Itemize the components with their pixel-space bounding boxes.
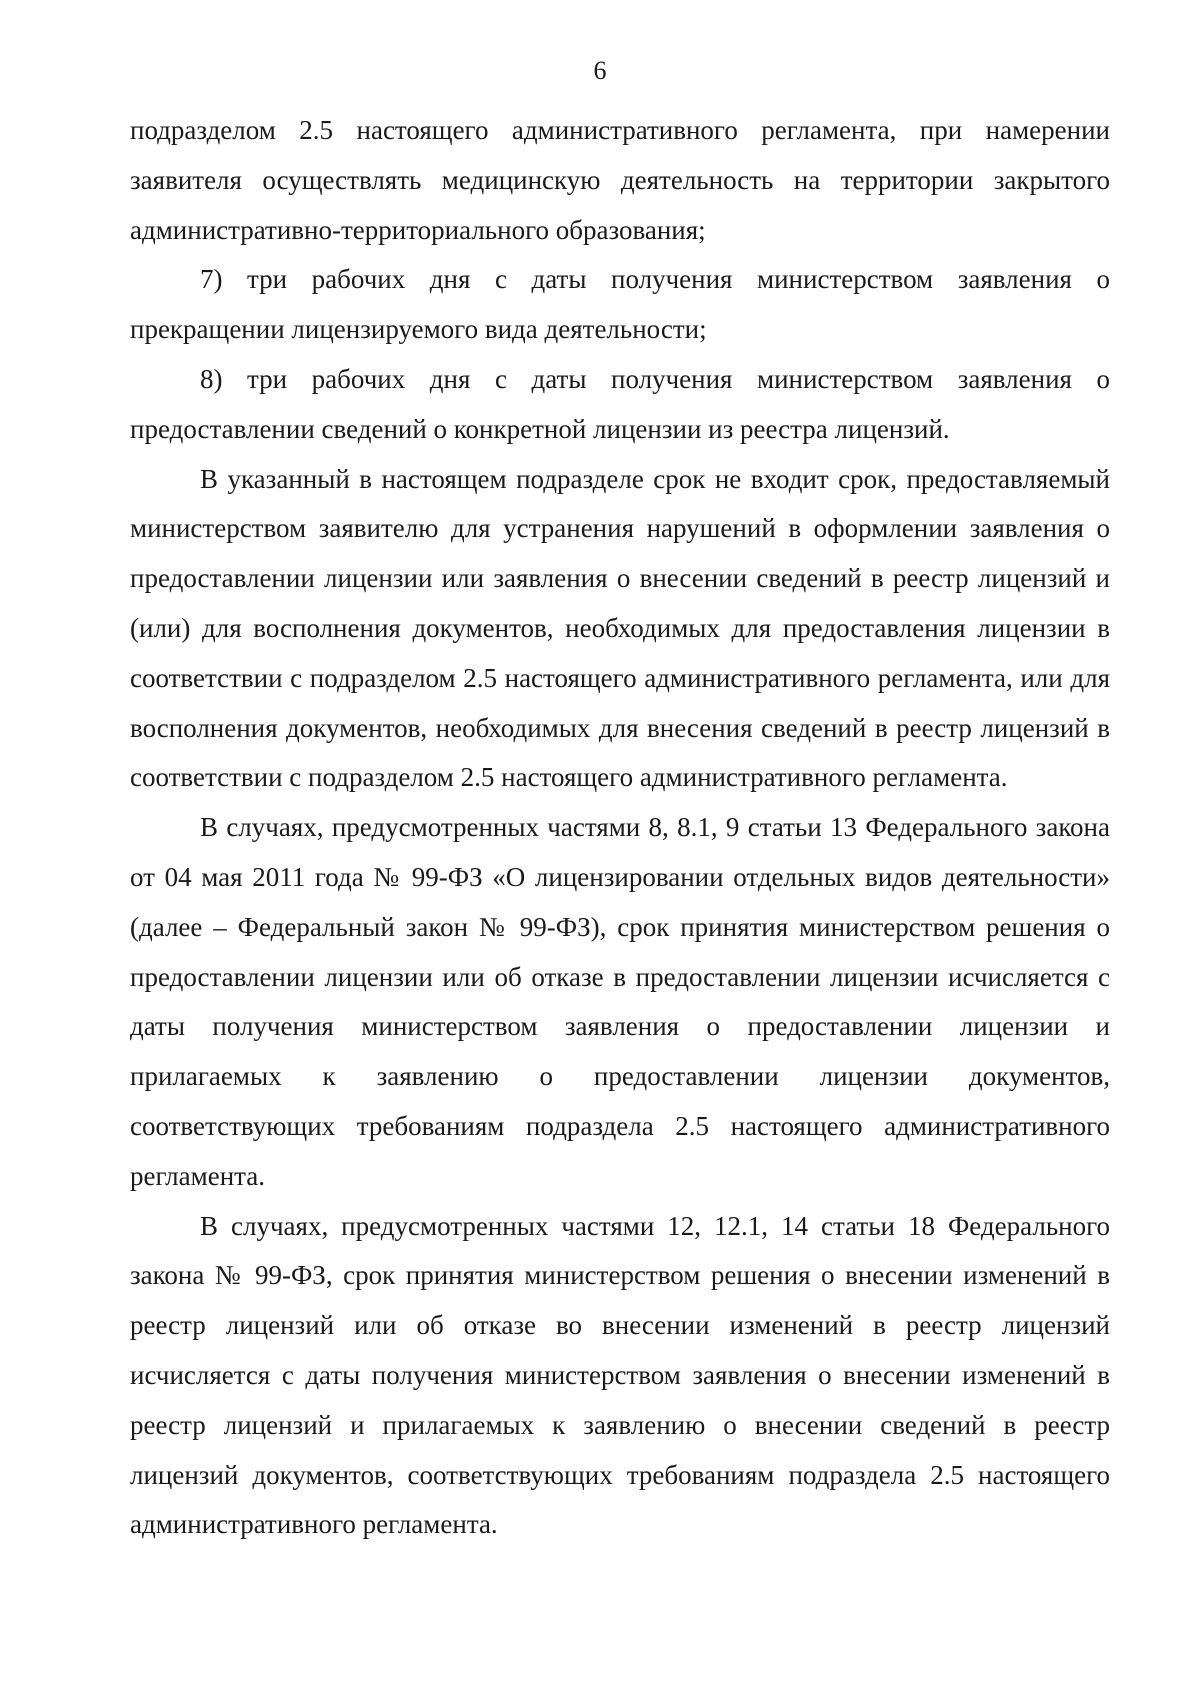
document-body — [130, 106, 1110, 1550]
paragraph-item-8: 8) три рабочих дня с даты получения министерством заявления о предоставлении сведений о конкретной лицензии из реестра лицензий. — [130, 363, 1110, 444]
paragraph-licensing-decision: В случаях, предусмотренных частями 8, 8.1, 9 статьи 13 Федерального закона от 04 мая 2011 года № 99-ФЗ «О лицензировании отдельных видов деятельности» (далее – Федеральный закон № 99-ФЗ), срок принятия министерством решения о предоставлении лицензии или об отказе в предоставлении лицензии исчисляется с даты получения министерством заявления о предоставлении лицензии и прилагаемых к заявлению о предоставлении лицензии документов, соответствующих требованиям подраздела 2.5 настоящего административного регламента. — [130, 812, 1110, 1191]
page-number: 6 — [593, 56, 607, 85]
paragraph-continuation: подразделом 2.5 настоящего административного регламента, при намерении заявителя осуществлять медицинскую деятельность на территории закрытого административно-территориального образования; — [130, 115, 1110, 245]
paragraph-term-exclusions: В указанный в настоящем подразделе срок не входит срок, предоставляемый министерством заявителю для устранения нарушений в оформлении заявления о предоставлении лицензии или заявления о внесении сведений в реестр лицензий и (или) для восполнения документов, необходимых для предоставления лицензии в соответствии с подразделом 2.5 настоящего административного регламента, или для восполнения документов, необходимых для внесения сведений в реестр лицензий в соответствии с подразделом 2.5 настоящего административного регламента. — [130, 463, 1110, 793]
paragraph-registry-changes: В случаях, предусмотренных частями 12, 12.1, 14 статьи 18 Федерального закона № 99-ФЗ, срок принятия министерством решения о внесении изменений в реестр лицензий или об отказе во внесении изменений в реестр лицензий исчисляется с даты получения министерством заявления о внесении изменений в реестр лицензий и прилагаемых к заявлению о внесении сведений в реестр лицензий документов, соответствующих требованиям подраздела 2.5 настоящего административного регламента. — [130, 1210, 1110, 1540]
paragraph-item-7: 7) три рабочих дня с даты получения министерством заявления о прекращении лицензируемого вида деятельности; — [130, 264, 1110, 345]
